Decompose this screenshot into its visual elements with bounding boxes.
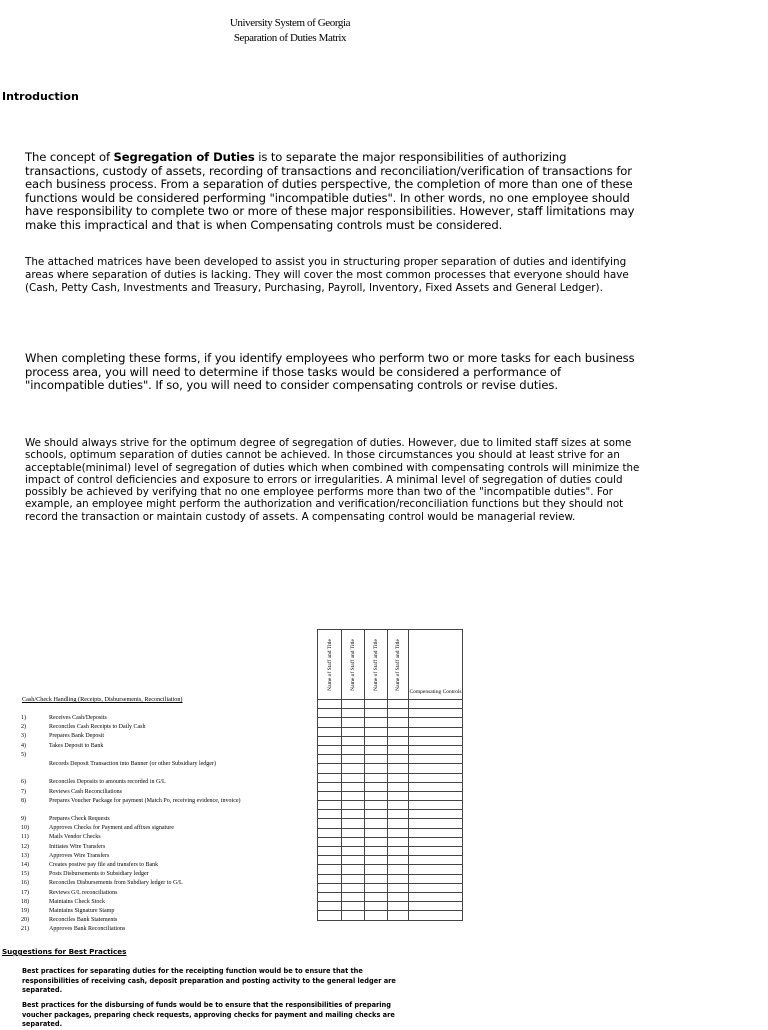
task-number: 21) <box>21 926 29 933</box>
task-number: 14) <box>21 862 29 869</box>
matrix-cell[interactable] <box>365 764 388 773</box>
matrix-cell[interactable] <box>318 874 342 883</box>
task-number: 16) <box>21 880 29 887</box>
matrix-cell[interactable] <box>388 819 409 828</box>
task-row <box>21 778 289 787</box>
matrix-cell[interactable] <box>342 773 365 782</box>
matrix-cell[interactable] <box>388 745 409 754</box>
matrix-cell[interactable] <box>409 700 463 709</box>
matrix-cell[interactable] <box>365 700 388 709</box>
task-number: 12) <box>21 843 29 850</box>
task-text: Reconciles Deposits to amounts recorded in G/L <box>49 779 166 786</box>
task-row <box>21 760 289 778</box>
matrix-cell[interactable] <box>365 902 388 911</box>
matrix-cell[interactable] <box>318 902 342 911</box>
matrix-row <box>318 727 463 736</box>
matrix-row <box>318 892 463 901</box>
best-practice-disbursing: Best practices for the disbursing of funds would be to ensure that the responsibilities of preparing voucher packages, preparing check requests, approving checks for payment and mailing checks are separated. <box>22 1001 395 1028</box>
matrix-cell[interactable] <box>318 764 342 773</box>
matrix-row <box>318 755 463 764</box>
matrix-cell[interactable] <box>365 847 388 856</box>
task-number: 17) <box>21 889 29 896</box>
matrix-cell[interactable] <box>318 736 342 745</box>
matrix-cell[interactable] <box>388 902 409 911</box>
matrix-cell[interactable] <box>365 883 388 892</box>
task-row <box>21 751 289 760</box>
matrix-cell[interactable] <box>342 874 365 883</box>
matrix-row <box>318 865 463 874</box>
matrix-cell[interactable] <box>388 892 409 901</box>
task-text: Mails Vendor Checks <box>49 834 101 841</box>
task-number: 6) <box>21 779 26 786</box>
task-text <box>49 751 289 760</box>
matrix-row <box>318 745 463 754</box>
matrix-cell[interactable] <box>388 801 409 810</box>
matrix-cell[interactable] <box>409 782 463 791</box>
matrix-cell[interactable] <box>342 828 365 837</box>
matrix-row <box>318 709 463 718</box>
matrix-cell[interactable] <box>409 755 463 764</box>
matrix-cell[interactable] <box>409 819 463 828</box>
matrix-cell[interactable] <box>388 755 409 764</box>
matrix-cell[interactable] <box>342 847 365 856</box>
task-text: Initiates Wire Transfers <box>49 843 106 850</box>
matrix-cell[interactable] <box>365 709 388 718</box>
staff-column-header: Name of Staff and Title <box>318 630 342 700</box>
matrix-cell[interactable] <box>388 791 409 800</box>
task-text: Reviews G/L reconciliations <box>49 889 118 896</box>
matrix-cell[interactable] <box>409 892 463 901</box>
paragraph-4: We should always strive for the optimum degree of segregation of duties. However, due to limited staff sizes at some schools, optimum separation of duties cannot be achieved. In those circumstances you should at least strive for an acceptable(minimal) level of segregation of duties which when combined with compensating controls will minimize the impact of control deficiencies and exposure to errors or irregularities. A minimal level of segregation of duties could possibly be achieved by verifying that no one employee performs more than two of the "incompatible duties". For example, an employee might perform the authorization and verification/reconciliation functions but they should not record the transaction or maintain custody of assets. A compensating control would be managerial review. <box>25 437 640 523</box>
matrix-cell[interactable] <box>409 837 463 846</box>
task-list <box>21 714 289 935</box>
task-text: Prepares Bank Deposit <box>49 733 104 740</box>
matrix-cell[interactable] <box>318 837 342 846</box>
task-text: Takes Deposit to Bank <box>49 742 104 749</box>
task-number <box>21 760 49 778</box>
task-text: Posts Disbursements to Subsidiary ledger <box>49 871 149 878</box>
matrix-cell[interactable] <box>318 801 342 810</box>
task-text: Maintains Signature Stamp <box>49 907 115 914</box>
matrix-cell[interactable] <box>365 745 388 754</box>
paragraph-3: When completing these forms, if you identify employees who perform two or more tasks for each business process area, you will need to determine if those tasks would be considered a performance of "incompatible duties". If so, you will need to consider compensating controls or revise duties. <box>25 351 635 393</box>
matrix-cell[interactable] <box>409 709 463 718</box>
task-row <box>21 852 289 861</box>
matrix-cell[interactable] <box>409 847 463 856</box>
matrix-row <box>318 883 463 892</box>
task-text: Approves Bank Reconciliations <box>49 926 126 933</box>
matrix-cell[interactable] <box>365 782 388 791</box>
matrix-cell[interactable] <box>365 736 388 745</box>
paragraph-1 <box>25 151 637 233</box>
matrix-row <box>318 801 463 810</box>
matrix-cell[interactable] <box>388 709 409 718</box>
matrix-row <box>318 874 463 883</box>
matrix-cell[interactable] <box>365 755 388 764</box>
task-row <box>21 907 289 916</box>
staff-column-header: Name of Staff and Title <box>342 630 365 700</box>
matrix-cell[interactable] <box>318 709 342 718</box>
matrix-cell[interactable] <box>409 736 463 745</box>
staff-column-header: Name of Staff and Title <box>365 630 388 700</box>
matrix-cell[interactable] <box>342 902 365 911</box>
matrix-section-title: Cash/Check Handling (Receipts, Disbursements, Reconciliation) <box>22 696 183 703</box>
matrix-cell[interactable] <box>388 847 409 856</box>
matrix-cell[interactable] <box>409 727 463 736</box>
matrix-cell[interactable] <box>342 755 365 764</box>
matrix-cell[interactable] <box>318 773 342 782</box>
matrix-cell[interactable] <box>409 883 463 892</box>
task-row <box>21 732 289 741</box>
task-row <box>21 843 289 852</box>
matrix-cell[interactable] <box>365 773 388 782</box>
matrix-cell[interactable] <box>342 911 365 920</box>
task-text: Prepares Voucher Package for payment (Match Po, receiving evidence, invoice) <box>49 797 241 804</box>
matrix-cell[interactable] <box>365 856 388 865</box>
matrix-cell[interactable] <box>318 791 342 800</box>
matrix-cell[interactable] <box>318 883 342 892</box>
task-row <box>21 861 289 870</box>
task-row <box>21 742 289 751</box>
compensating-controls-header: Compensating Controls <box>409 630 463 700</box>
task-text: Maintains Check Stock <box>49 898 105 905</box>
matrix-cell[interactable] <box>409 865 463 874</box>
header-org: University System of Georgia <box>229 17 351 29</box>
matrix-cell[interactable] <box>318 755 342 764</box>
task-row <box>21 723 289 732</box>
matrix-row <box>318 828 463 837</box>
matrix-row <box>318 773 463 782</box>
matrix-cell[interactable] <box>409 745 463 754</box>
matrix-cell[interactable] <box>409 828 463 837</box>
matrix-cell[interactable] <box>388 883 409 892</box>
task-row <box>21 788 289 797</box>
matrix-row <box>318 782 463 791</box>
matrix-cell[interactable] <box>365 727 388 736</box>
task-row <box>21 824 289 833</box>
matrix-row <box>318 819 463 828</box>
matrix-cell[interactable] <box>342 718 365 727</box>
matrix-cell[interactable] <box>342 782 365 791</box>
matrix-cell[interactable] <box>388 865 409 874</box>
matrix-cell[interactable] <box>365 718 388 727</box>
matrix-cell[interactable] <box>409 810 463 819</box>
matrix-header-row <box>318 630 463 700</box>
matrix-row <box>318 700 463 709</box>
matrix-cell[interactable] <box>388 736 409 745</box>
task-number: 4) <box>21 742 26 749</box>
task-row <box>21 889 289 898</box>
matrix-cell[interactable] <box>318 892 342 901</box>
matrix-cell[interactable] <box>342 865 365 874</box>
task-row <box>21 714 289 723</box>
matrix-cell[interactable] <box>388 874 409 883</box>
matrix-cell[interactable] <box>365 801 388 810</box>
intro-heading: Introduction <box>2 90 79 103</box>
matrix-cell[interactable] <box>409 791 463 800</box>
matrix-cell[interactable] <box>318 745 342 754</box>
duties-matrix <box>317 629 463 921</box>
matrix-cell[interactable] <box>409 718 463 727</box>
p1-bold-term: Segregation of Duties <box>113 150 255 164</box>
task-text: Approves Wire Transfers <box>49 852 110 859</box>
matrix-cell[interactable] <box>388 773 409 782</box>
task-number: 13) <box>21 852 29 859</box>
matrix-cell[interactable] <box>342 892 365 901</box>
matrix-cell[interactable] <box>365 892 388 901</box>
matrix-cell[interactable] <box>388 828 409 837</box>
matrix-cell[interactable] <box>388 718 409 727</box>
matrix-cell[interactable] <box>365 810 388 819</box>
matrix-cell[interactable] <box>409 856 463 865</box>
matrix-cell[interactable] <box>342 700 365 709</box>
paragraph-2: The attached matrices have been developed to assist you in structuring proper separation of duties and identifying areas where separation of duties is lacking. They will cover the most common processes that everyone should have (Cash, Petty Cash, Investments and Treasury, Purchasing, Payroll, Inventory, Fixed Assets and General Ledger). <box>25 256 629 294</box>
task-row <box>21 916 289 925</box>
matrix-cell[interactable] <box>318 700 342 709</box>
matrix-cell[interactable] <box>342 856 365 865</box>
matrix-cell[interactable] <box>318 727 342 736</box>
task-number: 2) <box>21 724 26 731</box>
matrix-cell[interactable] <box>388 856 409 865</box>
task-text: Records Deposit Transaction into Banner (or other Subsidiary ledger) <box>49 760 216 767</box>
task-text: Reconciles Cash Receipts to Daily Cash <box>49 724 146 731</box>
matrix-row <box>318 810 463 819</box>
task-text: Reconciles Bank Statements <box>49 917 118 924</box>
task-number: 1) <box>21 715 26 721</box>
matrix-cell[interactable] <box>388 911 409 920</box>
matrix-cell[interactable] <box>318 911 342 920</box>
task-number: 3) <box>21 733 26 740</box>
matrix-cell[interactable] <box>409 911 463 920</box>
task-number: 19) <box>21 907 29 914</box>
matrix-cell[interactable] <box>365 911 388 920</box>
matrix-cell[interactable] <box>342 810 365 819</box>
task-row <box>21 815 289 824</box>
matrix-cell[interactable] <box>365 865 388 874</box>
matrix-cell[interactable] <box>318 819 342 828</box>
matrix-row <box>318 736 463 745</box>
matrix-cell[interactable] <box>342 764 365 773</box>
matrix-row <box>318 911 463 920</box>
matrix-cell[interactable] <box>318 782 342 791</box>
matrix-cell[interactable] <box>342 801 365 810</box>
task-number: 7) <box>21 788 26 795</box>
matrix-cell[interactable] <box>365 828 388 837</box>
task-number: 20) <box>21 917 29 924</box>
task-number: 11) <box>21 834 29 841</box>
task-number: 15) <box>21 871 29 878</box>
task-text: Reviews Cash Reconciliations <box>49 788 122 795</box>
task-row <box>21 879 289 888</box>
p1-lead: The concept of <box>25 150 114 164</box>
matrix-cell[interactable] <box>342 837 365 846</box>
task-text: Creates postive pay file and transfers to Bank <box>49 862 159 869</box>
matrix-cell[interactable] <box>318 718 342 727</box>
matrix-row <box>318 718 463 727</box>
matrix-row <box>318 847 463 856</box>
matrix-cell[interactable] <box>342 736 365 745</box>
p1-rest: is to separate the major responsibilities of authorizing transactions, custody of assets, recording of transactions and reconciliation/verification of transactions for each business process. From a separation of duties perspective, the completion of more than one of these functions would be considered performing "incompatible duties". In other words, no one employee should have responsibility to complete two or more of these major responsibilities. However, staff limitations may make this impractical and that is when Compensating controls must be considered. <box>25 150 635 232</box>
matrix-cell[interactable] <box>409 801 463 810</box>
task-number: 5) <box>21 751 26 758</box>
matrix-row <box>318 791 463 800</box>
matrix-cell[interactable] <box>409 773 463 782</box>
task-row <box>21 833 289 842</box>
best-practices-title: Suggestions for Best Practices <box>2 947 127 956</box>
matrix-cell[interactable] <box>342 727 365 736</box>
matrix-cell[interactable] <box>409 874 463 883</box>
matrix-cell[interactable] <box>409 764 463 773</box>
matrix-cell[interactable] <box>342 709 365 718</box>
staff-column-header: Name of Staff and Title <box>388 630 409 700</box>
task-row <box>21 797 289 815</box>
task-text: Approves Checks for Payment and affixes signature <box>49 825 174 832</box>
matrix-cell[interactable] <box>388 727 409 736</box>
matrix-cell[interactable] <box>342 883 365 892</box>
matrix-row <box>318 902 463 911</box>
task-number: 8) <box>21 797 26 804</box>
matrix-cell[interactable] <box>388 810 409 819</box>
task-text: Receives Cash/Deposits <box>49 715 107 721</box>
matrix-cell[interactable] <box>318 865 342 874</box>
matrix-cell[interactable] <box>365 837 388 846</box>
task-text: Prepares Check Requests <box>49 816 110 823</box>
matrix-cell[interactable] <box>388 782 409 791</box>
matrix-row <box>318 764 463 773</box>
matrix-cell[interactable] <box>342 745 365 754</box>
matrix-cell[interactable] <box>365 819 388 828</box>
matrix-cell[interactable] <box>318 810 342 819</box>
matrix-cell[interactable] <box>342 819 365 828</box>
matrix-cell[interactable] <box>365 874 388 883</box>
matrix-row <box>318 856 463 865</box>
matrix-cell[interactable] <box>388 837 409 846</box>
task-row <box>21 870 289 879</box>
matrix-cell[interactable] <box>409 902 463 911</box>
task-number: 18) <box>21 898 29 905</box>
task-number: 9) <box>21 816 26 823</box>
page-title: Separation of Duties Matrix <box>233 32 347 44</box>
matrix-cell[interactable] <box>318 856 342 865</box>
matrix-cell[interactable] <box>388 700 409 709</box>
best-practice-receipting: Best practices for separating duties for the receipting function would be to ensure that the responsibilities of receiving cash, deposit preparation and posting activity to the general ledger are separated. <box>22 967 396 994</box>
matrix-row <box>318 837 463 846</box>
matrix-cell[interactable] <box>388 764 409 773</box>
task-row <box>21 925 289 934</box>
matrix-cell[interactable] <box>365 791 388 800</box>
task-row <box>21 898 289 907</box>
matrix-cell[interactable] <box>318 847 342 856</box>
matrix-cell[interactable] <box>342 791 365 800</box>
task-text: Reconciles Disbursements from Subdiary ledger to G/L <box>49 880 183 887</box>
task-number: 10) <box>21 825 29 832</box>
matrix-cell[interactable] <box>318 828 342 837</box>
